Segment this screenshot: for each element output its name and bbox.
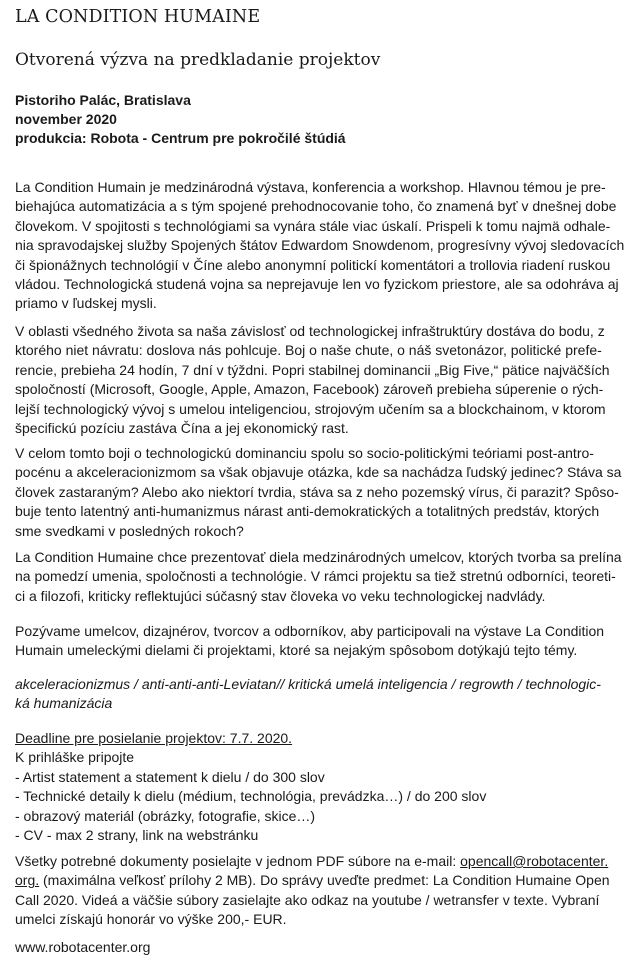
text-line: V celom tomto boji o technologickú dominanciu spolu so socio-politickými teóriami post-antro-: [15, 445, 594, 461]
submission-text: Všetky potrebné dokumenty posielajte v jednom PDF súbore na e-mail:: [15, 853, 461, 869]
list-item: - CV - max 2 strany, link na webstránku: [15, 827, 259, 844]
paragraph-infrastructure: [15, 322, 627, 438]
text-line: ká humanizácia: [15, 695, 113, 712]
text-line: buje tento latentný anti-humanizmus nárast anti-demokratických a totalitných predstáv, ktorých: [15, 503, 600, 520]
submission-text: (maximálna veľkosť prílohy 2 MB). Do správy uveďte predmet: La Condition Humaine Open: [39, 872, 610, 889]
text-line: akceleracionizmus / anti-anti-anti-Leviatan// kritická umelá inteligencia / regrowth / technologic-: [15, 676, 601, 692]
production-credit: produkcia: Robota - Centrum pre pokročilé štúdiá: [15, 130, 346, 146]
text-line: pocénu a akceleracionizmom sa však objavuje otázka, kde sa nachádza ľudský jedinec? Stáva sa: [15, 464, 622, 481]
event-date: november 2020: [15, 111, 117, 127]
website-link[interactable]: [15, 938, 627, 957]
text-line: ci a filozofi, kriticky reflektujúci súčasný stav človeka vo veku technologickej nadvlády.: [15, 587, 546, 604]
text-line: ktorého niet návratu: doslova nás pohlcuje. Boj o naše chute, o náš svetonázor, politické prefe-: [15, 342, 602, 359]
text-line: na pomedzí umenia, spoločnosti a technológie. V rámci projektu sa tiež stretnú odborníci, teoreti-: [15, 568, 616, 585]
text-line: sme svedkami v posledných rokoch?: [15, 522, 244, 539]
text-line: Humain umeleckými dielami či projektami, ktoré sa nejakým spôsobom dotýkajú tejto témy.: [15, 642, 578, 659]
text-line: či špionážnych technológií v Číne alebo anonymní politickí komentátori a trollovia riadení ruskou: [15, 256, 611, 273]
keywords: [15, 675, 627, 714]
list-item: - Technické detaily k dielu (médium, technológia, prevádzka…) / do 200 slov: [15, 788, 487, 805]
page-subtitle: Otvorená výzva na predkladanie projektov: [15, 50, 381, 70]
text-line: umelci získajú honorár vo výške 200,- EUR.: [15, 911, 287, 928]
text-line: špecifickú pozíciu zastáva Čína a jej ekonomický rast.: [15, 420, 349, 437]
text-line: nia spravodajskej služby Spojených štátov Edwardom Snowdenom, progresívny vývoj sledovacích: [15, 237, 625, 254]
venue: Pistoriho Palác, Bratislava: [15, 92, 191, 108]
text-line: človek zastaraným? Alebo ako niektorí tvrdia, stáva sa z neho pozemský vírus, či parazit? Spôso-: [15, 483, 619, 500]
text-line: La Condition Humain je medzinárodná výstava, konferencia a workshop. Hlavnou témou je pre-: [15, 179, 606, 195]
text-line: V oblasti všedného života sa naša závislosť od technologickej infraštruktúry dostáva do bodu, z: [15, 323, 605, 339]
paragraph-invitation: [15, 622, 627, 661]
text-line: rencie, prebieha 24 hodín, 7 dní v týždni. Popri stabilnej dominancii „Big Five,“ pätice najväčších: [15, 361, 610, 378]
text-line: spoločností (Microsoft, Google, Apple, Amazon, Facebook) zároveň prebieha súperenie o rých-: [15, 381, 604, 398]
text-line: Pozývame umelcov, dizajnérov, tvorcov a odborníkov, aby participovali na výstave La Condition: [15, 623, 605, 639]
paragraph-dominance: [15, 444, 627, 541]
paragraph-presentation: [15, 548, 627, 606]
email-link-continued[interactable]: org.: [15, 872, 40, 889]
submission-instructions: [15, 852, 627, 930]
text-line: [15, 852, 627, 871]
page-title: LA CONDITION HUMAINE: [15, 7, 261, 27]
text-line: priamo v ľudskej mysli.: [15, 295, 157, 312]
requirements-intro: K prihláške pripojte: [15, 749, 135, 766]
text-line: vládou. Technologická studená vojna sa neprejavuje len vo fyzickom priestore, ale sa odohráva aj: [15, 276, 619, 293]
list-item: - obrazový materiál (obrázky, fotografie, skice…): [15, 807, 316, 824]
text-line: Call 2020. Videá a väčšie súbory zasielajte ako odkaz na youtube / wetransfer v texte. Vybraní: [15, 891, 600, 908]
text-line: lejší technologický vývoj s umelou inteligenciou, strojovým učením sa a blockchainom, v ktorom: [15, 400, 606, 417]
deadline: Deadline pre posielanie projektov: 7.7. 2020.: [15, 730, 293, 746]
list-item: - Artist statement a statement k dielu / do 300 slov: [15, 768, 325, 785]
requirements-section: [15, 729, 627, 845]
text-line: La Condition Humaine chce prezentovať diela medzinárodných umelcov, ktorých tvorba sa prelína: [15, 549, 622, 565]
paragraph-intro: [15, 178, 627, 314]
text-line: biehajúca automatizácia a s tým spojené prehodnocovanie toho, čo znamená byť v dnešnej dobe: [15, 198, 617, 215]
event-meta: [15, 91, 346, 148]
text-line: človekom. V spojitosti s technológiami sa vynára stále viac úskalí. Prispeli k tomu najmä odhale-: [15, 217, 611, 234]
email-link[interactable]: opencall@robotacenter.: [460, 853, 609, 869]
website-url[interactable]: www.robotacenter.org: [15, 939, 151, 955]
text-line: [15, 871, 627, 890]
